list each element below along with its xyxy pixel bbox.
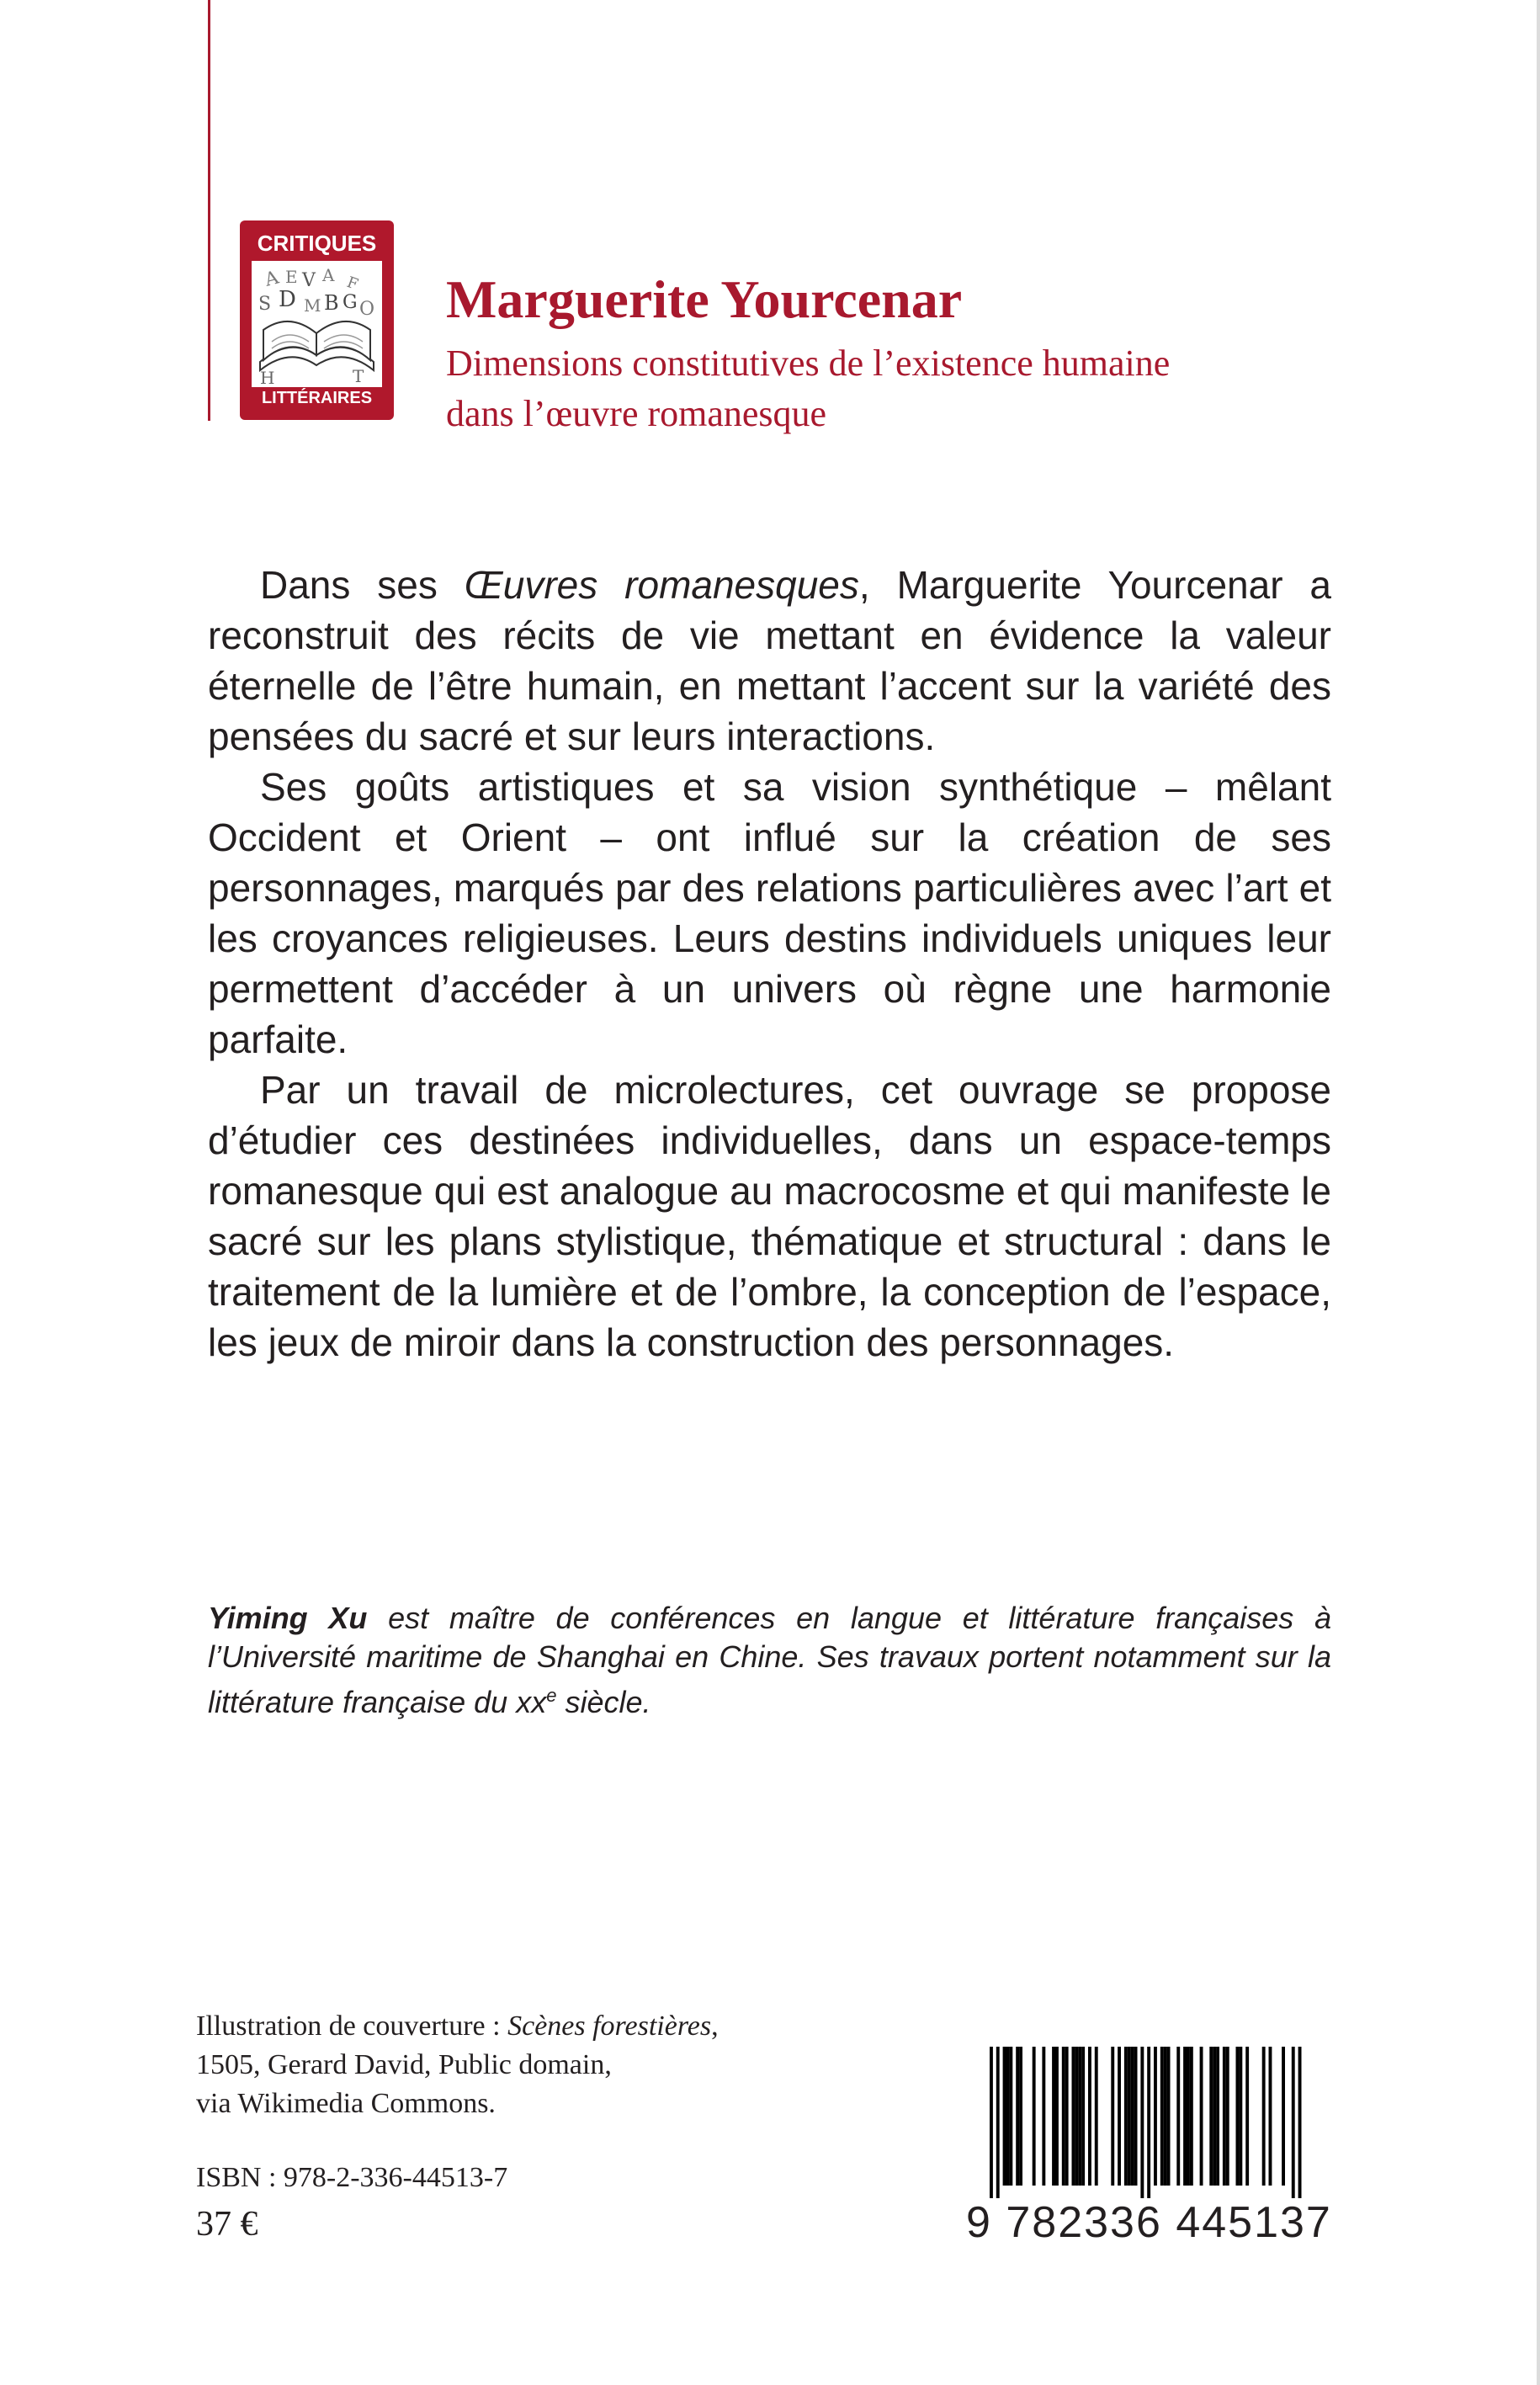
barcode-bar	[1298, 2047, 1302, 2198]
barcode-bar	[1245, 2047, 1249, 2186]
barcode-bar	[1124, 2047, 1128, 2186]
barcode-bar	[996, 2047, 1000, 2198]
barcode-bar	[1006, 2047, 1010, 2186]
barcode-bar	[1095, 2047, 1098, 2186]
barcode-bar	[1213, 2047, 1216, 2186]
century-roman: xx	[516, 1685, 547, 1719]
barcode-bar	[1111, 2047, 1114, 2186]
svg-text:E: E	[285, 267, 298, 287]
barcode-bar	[1065, 2047, 1069, 2186]
svg-text:T: T	[353, 366, 364, 386]
barcode-bar	[1009, 2047, 1012, 2186]
work-title-italic: Œuvres romanesques	[464, 563, 859, 607]
series-logo-bottom-text: LITTÉRAIRES	[261, 389, 373, 407]
barcode-bar	[1003, 2047, 1006, 2186]
barcode-bar	[1190, 2047, 1193, 2186]
barcode-bar	[1262, 2047, 1266, 2186]
barcode-bar	[1055, 2047, 1059, 2186]
barcode-bar	[1282, 2047, 1285, 2186]
summary-text: , Marguerite Yourcenar a reconstruit des récits de vie mettant en évidence la valeur éternelle de l’être humain, en mettant l’accent sur la variété des pensées du sacré et sur leurs interactions.	[208, 563, 1332, 758]
barcode-bar	[1164, 2047, 1167, 2186]
barcode-bar	[1167, 2047, 1171, 2186]
open-book-icon	[252, 261, 382, 387]
barcode-bar	[1118, 2047, 1121, 2186]
svg-text:M: M	[304, 295, 321, 316]
author-name: Yiming Xu	[208, 1601, 368, 1635]
credits-work-title: Scènes forestières	[507, 2011, 712, 2042]
isbn: ISBN : 978-2-336-44513-7	[196, 2162, 508, 2193]
barcode-bar	[1128, 2047, 1131, 2186]
barcode-bars	[969, 2047, 1316, 2198]
barcode-bar	[1140, 2047, 1144, 2198]
series-logo	[240, 220, 394, 420]
svg-text:S: S	[258, 294, 272, 315]
author-bio	[208, 1599, 1331, 1722]
svg-text:B: B	[324, 291, 339, 315]
svg-text:D: D	[279, 287, 296, 312]
page-edge	[1537, 0, 1540, 2385]
summary-paragraph: Par un travail de microlectures, cet ouvrage se propose d’étudier ces destinées individuelles, dans un espace-temps romanesque qui est analogue au macrocosme et qui manifeste le sacré sur les plans stylistique, thématique et structural : dans le traitement de la lumière et de l’ombre, la conception de l’espace, les jeux de miroir dans la construction des personnages.	[208, 1068, 1331, 1364]
barcode-bar	[1062, 2047, 1065, 2186]
barcode-bar	[1239, 2047, 1242, 2186]
svg-text:G: G	[343, 292, 358, 313]
summary	[208, 560, 1331, 1368]
barcode-bar	[1292, 2047, 1295, 2198]
barcode-bar	[1147, 2047, 1150, 2198]
credits-label: Illustration de couverture :	[196, 2011, 508, 2042]
svg-text:F: F	[344, 273, 361, 294]
series-logo-top-text: CRITIQUES	[257, 231, 377, 256]
barcode-bar	[1209, 2047, 1213, 2186]
svg-text:A: A	[322, 265, 335, 285]
svg-text:O: O	[359, 299, 375, 320]
svg-text:V: V	[302, 270, 316, 291]
barcode-bar	[1072, 2047, 1075, 2186]
summary-paragraph	[208, 560, 1331, 762]
barcode-bar	[1176, 2047, 1180, 2186]
barcode-bar	[1236, 2047, 1240, 2186]
barcode-bar	[1019, 2047, 1022, 2186]
decorative-red-rule	[208, 0, 210, 421]
author-bio-text: est maître de conférences en langue et littérature françaises à l’Université maritime de Shanghai en Chine. Ses travaux portent notamment sur la littérature française du	[208, 1601, 1331, 1719]
barcode-bar	[1216, 2047, 1219, 2186]
barcode-bar	[990, 2047, 993, 2198]
barcode-bar	[1134, 2047, 1138, 2186]
barcode-bar	[1160, 2047, 1164, 2186]
barcode-digits: 9 782336 445137	[966, 2198, 1332, 2247]
barcode-bar	[1131, 2047, 1134, 2186]
credits-line-2: 1505, Gerard David, Public domain,	[196, 2049, 612, 2080]
barcode-bar	[1016, 2047, 1019, 2186]
credits-line-3: via Wikimedia Commons.	[196, 2088, 496, 2119]
cover-illustration-credits	[196, 2007, 785, 2123]
book-title: Marguerite Yourcenar	[446, 269, 963, 329]
barcode-bar	[1226, 2047, 1229, 2186]
barcode-bar	[1200, 2047, 1203, 2186]
book-subtitle	[446, 338, 1456, 439]
author-bio-text-end: siècle.	[556, 1685, 651, 1719]
barcode-bar	[1154, 2047, 1157, 2186]
barcode-bar	[1223, 2047, 1226, 2186]
barcode-bar	[1075, 2047, 1078, 2186]
subtitle-line-1: Dimensions constitutives de l’existence humaine	[446, 343, 1171, 384]
barcode-bar	[1078, 2047, 1081, 2186]
barcode-bar	[1052, 2047, 1055, 2186]
century-superscript: e	[546, 1685, 557, 1706]
barcode-bar	[1088, 2047, 1091, 2186]
barcode	[966, 2047, 1332, 2247]
svg-text:H: H	[260, 368, 275, 387]
summary-paragraph: Ses goûts artistiques et sa vision synthétique – mêlant Occident et Orient – ont influé sur la création de ses personnages, marqués par des relations particulières avec l’art et les croyances religieuses. Leurs destins individuels uniques leur permettent d’accéder à un univers où règne une harmonie parfaite.	[208, 765, 1331, 1061]
subtitle-line-2: dans l’œuvre romanesque	[446, 393, 827, 434]
barcode-bar	[1042, 2047, 1045, 2186]
barcode-bar	[1081, 2047, 1085, 2186]
price: 37 €	[196, 2205, 258, 2244]
barcode-bar	[1187, 2047, 1190, 2186]
summary-text: Dans ses	[260, 563, 465, 607]
barcode-bar	[1183, 2047, 1187, 2186]
barcode-bar	[1033, 2047, 1036, 2186]
barcode-bar	[1269, 2047, 1272, 2186]
svg-text:A: A	[263, 267, 281, 291]
title-block	[446, 268, 1456, 439]
credits-line-1: Illustration de couverture : Scènes forestières,	[196, 2011, 719, 2042]
